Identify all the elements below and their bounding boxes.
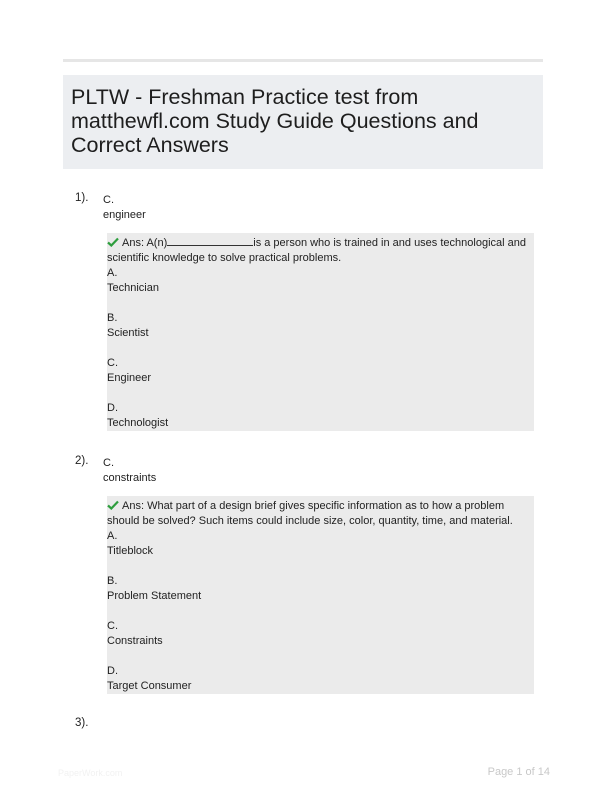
- option-a: [107, 529, 526, 559]
- fill-blank: [167, 236, 253, 246]
- page-title: PLTW - Freshman Practice test from matthewfl.com Study Guide Questions and Correct Answers: [71, 85, 479, 157]
- option-letter: C.: [107, 357, 118, 369]
- answer-prefix: Ans: A(n): [122, 237, 168, 249]
- option-c: [107, 356, 526, 386]
- option-b: [107, 311, 526, 341]
- option-text: Constraints: [107, 635, 163, 647]
- answer-prompt: [107, 499, 526, 529]
- option-text: Titleblock: [107, 545, 154, 557]
- answer-prompt: [107, 236, 526, 266]
- watermark: PaperWork.com: [58, 768, 123, 778]
- option-text: Target Consumer: [107, 680, 192, 692]
- option-text: Technician: [107, 282, 159, 294]
- top-divider: [63, 59, 543, 62]
- answer-prefix: Ans: What part of a design brief gives specific information as to how a problem should be solved? Such items could include size, color, quantity, time, and material.: [107, 500, 513, 527]
- question-number: 2).: [75, 455, 89, 467]
- option-text: Scientist: [107, 327, 149, 339]
- option-letter: B.: [107, 575, 118, 587]
- selected-text: constraints: [103, 472, 157, 484]
- page-number: Page 1 of 14: [487, 766, 550, 778]
- answer-suffix: is a person who is trained in and uses technological and scientific knowledge to solve practical problems.: [107, 237, 526, 264]
- selected-text: engineer: [103, 209, 146, 221]
- selected-answer: [103, 456, 403, 486]
- option-letter: D.: [107, 665, 118, 677]
- option-text: Problem Statement: [107, 590, 202, 602]
- option-b: [107, 574, 526, 604]
- option-letter: A.: [107, 267, 118, 279]
- option-letter: B.: [107, 312, 118, 324]
- option-letter: D.: [107, 402, 118, 414]
- question-number: 1).: [75, 192, 89, 204]
- check-icon: [107, 237, 119, 247]
- answer-box: [107, 496, 534, 694]
- answer-box: [107, 233, 534, 431]
- option-letter: A.: [107, 530, 118, 542]
- check-icon: [107, 500, 119, 510]
- option-d: [107, 401, 526, 431]
- question-number: 3).: [75, 717, 89, 729]
- option-text: Engineer: [107, 372, 152, 384]
- option-text: Technologist: [107, 417, 169, 429]
- option-letter: C.: [107, 620, 118, 632]
- selected-letter: C.: [103, 194, 114, 206]
- option-c: [107, 619, 526, 649]
- option-d: [107, 664, 526, 694]
- selected-answer: [103, 193, 403, 223]
- selected-letter: C.: [103, 457, 114, 469]
- option-a: [107, 266, 526, 296]
- title-box: [63, 75, 543, 169]
